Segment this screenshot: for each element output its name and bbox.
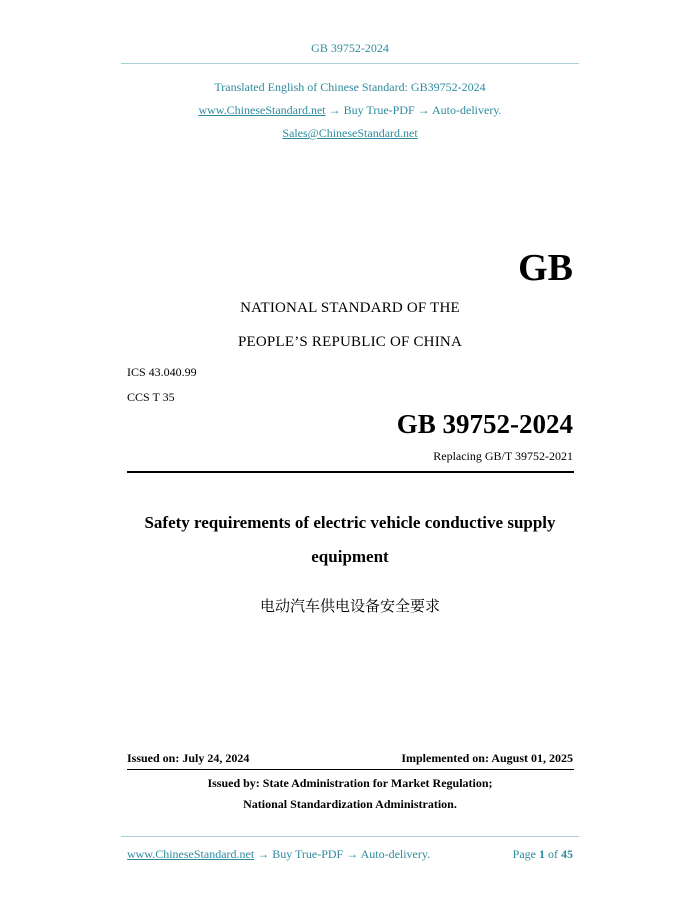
document-title-line1: Safety requirements of electric vehicle conductive supply bbox=[144, 513, 556, 532]
footer-buy-line bbox=[127, 847, 430, 862]
page-current: 1 bbox=[539, 847, 545, 861]
implemented-on-date: Implemented on: August 01, 2025 bbox=[401, 751, 573, 765]
header-site-link[interactable]: www.ChineseStandard.net bbox=[198, 103, 326, 117]
title-divider bbox=[127, 471, 574, 473]
footer-buy-text: → Buy True-PDF → Auto-delivery. bbox=[254, 847, 431, 861]
issued-by-line2: National Standardization Administration. bbox=[243, 797, 457, 811]
replacing-note: Replacing GB/T 39752-2021 bbox=[433, 449, 573, 463]
ics-code: ICS 43.040.99 bbox=[127, 365, 197, 379]
ccs-code: CCS T 35 bbox=[127, 390, 175, 404]
header-buy-line bbox=[0, 103, 700, 118]
document-title-chinese: 电动汽车供电设备安全要求 bbox=[259, 597, 440, 615]
issued-on-date: Issued on: July 24, 2024 bbox=[127, 751, 250, 765]
footer-site-link[interactable]: www.ChineseStandard.net bbox=[127, 847, 255, 861]
document-title-line2: equipment bbox=[311, 547, 389, 566]
standard-number: GB 39752-2024 bbox=[396, 409, 573, 439]
footer-divider bbox=[121, 836, 579, 837]
header-divider bbox=[121, 63, 579, 64]
header-buy-text: → Buy True-PDF → Auto-delivery. bbox=[325, 103, 502, 117]
page-label: Page bbox=[512, 847, 536, 861]
page-indicator bbox=[513, 847, 573, 862]
gb-logo: GB bbox=[518, 247, 573, 289]
page-of: of bbox=[548, 847, 558, 861]
national-standard-line2: PEOPLE’S REPUBLIC OF CHINA bbox=[238, 334, 462, 350]
header-sales-line bbox=[0, 126, 700, 141]
header-doc-code: GB 39752-2024 bbox=[311, 41, 389, 55]
translation-note: Translated English of Chinese Standard: GB39752-2024 bbox=[214, 80, 486, 94]
issued-divider bbox=[127, 769, 574, 770]
issued-by-line1: Issued by: State Administration for Market Regulation; bbox=[207, 776, 493, 790]
page-total: 45 bbox=[561, 847, 573, 861]
sales-email-link[interactable]: Sales@ChineseStandard.net bbox=[282, 126, 418, 140]
national-standard-line1: NATIONAL STANDARD OF THE bbox=[240, 300, 460, 316]
